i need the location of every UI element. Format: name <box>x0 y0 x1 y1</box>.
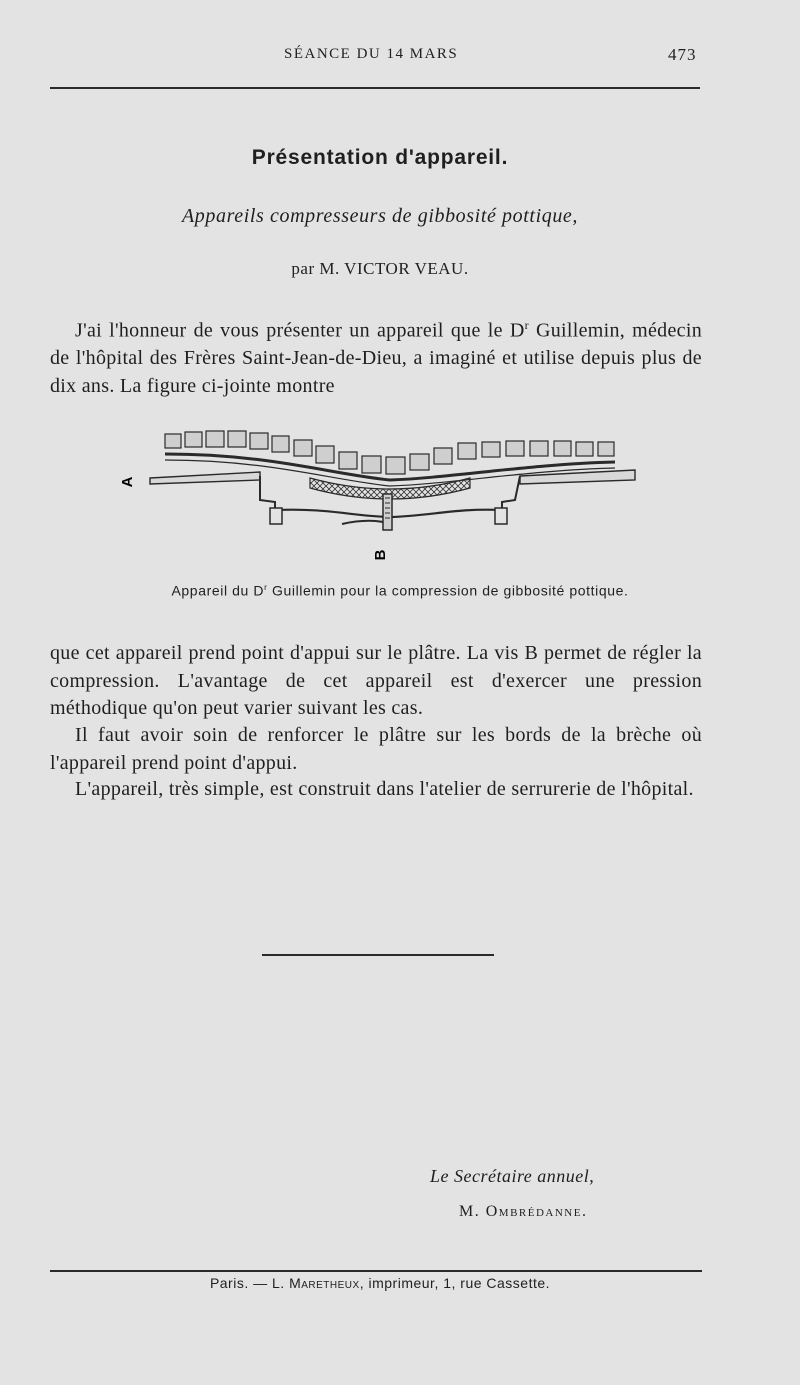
signature-prefix: M. <box>459 1203 486 1220</box>
header-rule <box>50 87 700 89</box>
screw-b <box>383 494 392 530</box>
paragraph-reinforce <box>50 722 702 777</box>
imprint-address: , imprimeur, 1, rue Cassette. <box>359 1275 551 1291</box>
article-subtitle: Appareils compresseurs de gibbosité pottique, <box>181 205 579 227</box>
continuation-paragraph: que cet appareil prend point d'appui sur le plâtre. La vis B permet de régler la compression. L'avantage de cet appareil est d'exercer une pression méthodique qu'on peut varier suivant les cas. <box>50 642 702 719</box>
signature-name <box>459 1203 587 1221</box>
right-plaster-edge <box>520 470 635 484</box>
screw-handle <box>342 521 383 524</box>
end-rule <box>262 954 494 956</box>
imprint-printer: Maretheux <box>289 1275 360 1291</box>
footer-rule <box>50 1270 702 1272</box>
caption-text-b: Guillemin pour la compression de gibbosité pottique. <box>267 582 629 599</box>
printer-imprint <box>0 1275 760 1291</box>
figure-label-a: A <box>119 476 136 488</box>
caption-sup: r <box>264 582 268 592</box>
intro-text-b: Guillemin, médecin de l'hôpital des Frères Saint-Jean-de-Dieu, a imaginé et utilise depuis plus de dix ans. La figure ci-jointe montre <box>50 319 702 397</box>
left-clamp <box>270 508 282 524</box>
intro-sup: r <box>524 318 529 332</box>
paragraph-construction <box>50 776 702 804</box>
signature-surname: Ombrédanne. <box>485 1203 588 1220</box>
intro-text-a: J'ai l'honneur de vous présenter un appareil que le D <box>75 319 525 342</box>
figure-caption <box>0 582 800 599</box>
running-head: SÉANCE DU 14 MARS <box>284 46 459 62</box>
appliance-figure <box>110 420 650 570</box>
page-number: 473 <box>668 45 697 64</box>
paragraph-construction-text: L'appareil, très simple, est construit dans l'atelier de serrurerie de l'hôpital. <box>75 778 694 800</box>
figure-label-b: B <box>372 549 389 561</box>
left-plaster-edge <box>150 472 260 484</box>
signature-role: Le Secrétaire annuel, <box>430 1166 595 1186</box>
right-bracket <box>502 476 520 512</box>
left-bracket <box>260 476 275 512</box>
caption-text-a: Appareil du D <box>171 582 265 599</box>
right-clamp <box>495 508 507 524</box>
author-line: par M. VICTOR VEAU. <box>291 259 469 278</box>
spine-vertebrae <box>165 431 614 474</box>
intro-paragraph <box>50 312 702 400</box>
imprint-city: Paris. — L. <box>209 1275 290 1291</box>
paragraph-reinforce-text: Il faut avoir soin de renforcer le plâtre sur les bords de la brèche où l'appareil prend point d'appui. <box>50 724 702 774</box>
section-title: Présentation d'appareil. <box>251 146 509 169</box>
